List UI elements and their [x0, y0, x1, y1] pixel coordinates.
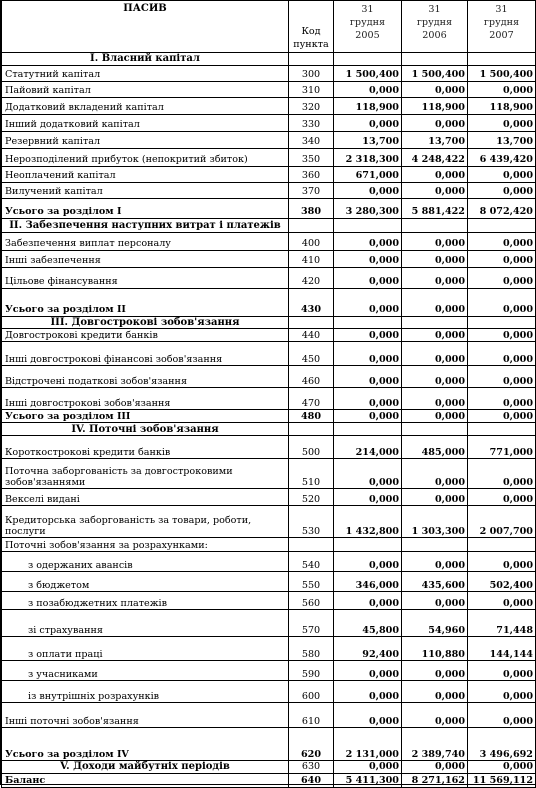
row-value: 0,000 — [334, 81, 402, 97]
row-value: 0,000 — [334, 114, 402, 131]
row-code: 380 — [289, 198, 334, 218]
row-value: 0,000 — [334, 761, 402, 774]
empty-cell — [334, 316, 402, 329]
empty-cell — [289, 53, 334, 66]
table-row — [2, 388, 536, 410]
empty-cell — [402, 53, 468, 66]
table-row — [2, 592, 536, 610]
row-code: 560 — [289, 592, 334, 610]
total-row — [2, 410, 536, 423]
row-value: 0,000 — [468, 681, 536, 703]
row-label: Короткострокові кредити банків — [2, 436, 289, 459]
row-code: 330 — [289, 114, 334, 131]
section-header — [2, 423, 536, 436]
row-label: Вилучений капітал — [2, 182, 289, 198]
row-value: 118,900 — [402, 97, 468, 114]
row-value: 0,000 — [402, 342, 468, 366]
row-value: 0,000 — [468, 288, 536, 316]
row-value: 0,000 — [334, 459, 402, 489]
row-value: 144,144 — [468, 637, 536, 661]
row-code: 320 — [289, 97, 334, 114]
row-label: Інші забезпечення — [2, 250, 289, 267]
row-value — [468, 538, 536, 552]
row-code: 430 — [289, 288, 334, 316]
row-value: 1 500,400 — [468, 65, 536, 81]
row-value — [402, 538, 468, 552]
date-year: 2005 — [355, 29, 380, 41]
row-value: 0,000 — [402, 459, 468, 489]
balance-row — [2, 773, 536, 787]
row-value: 1 500,400 — [334, 65, 402, 81]
row-label: з учасниками — [2, 661, 289, 681]
row-label: із внутрішніх розрахунків — [2, 681, 289, 703]
row-value: 0,000 — [334, 592, 402, 610]
row-code: 460 — [289, 366, 334, 388]
row-value: 0,000 — [468, 459, 536, 489]
row-value: 0,000 — [334, 410, 402, 423]
table-row — [2, 572, 536, 592]
row-value: 0,000 — [468, 761, 536, 774]
table-row — [2, 250, 536, 267]
row-label: Нерозподілений прибуток (непокритий збиток) — [2, 148, 289, 166]
row-code: 500 — [289, 436, 334, 459]
row-code: 370 — [289, 182, 334, 198]
date-year: 2006 — [422, 29, 447, 41]
table-row — [2, 267, 536, 288]
table-row — [2, 81, 536, 97]
row-value: 54,960 — [402, 610, 468, 637]
date-header-2007 — [468, 1, 536, 53]
row-value: 3 280,300 — [334, 198, 402, 218]
table-row — [2, 148, 536, 166]
empty-cell — [402, 423, 468, 436]
row-value: 0,000 — [468, 166, 536, 182]
row-value: 13,700 — [334, 131, 402, 148]
table-row — [2, 436, 536, 459]
date-header-2006 — [402, 1, 468, 53]
row-value: 0,000 — [334, 681, 402, 703]
empty-cell — [468, 316, 536, 329]
row-value: 0,000 — [402, 232, 468, 250]
row-value: 0,000 — [468, 182, 536, 198]
row-value: 0,000 — [468, 267, 536, 288]
row-value: 0,000 — [402, 166, 468, 182]
row-label: Цільове фінансування — [2, 267, 289, 288]
table-row — [2, 506, 536, 538]
row-value: 0,000 — [402, 288, 468, 316]
row-code: 420 — [289, 267, 334, 288]
row-value: 214,000 — [334, 436, 402, 459]
table-body — [2, 53, 536, 788]
row-value: 2 131,000 — [334, 728, 402, 761]
row-value: 0,000 — [468, 114, 536, 131]
row-label: Додатковий вкладений капітал — [2, 97, 289, 114]
row-value: 0,000 — [402, 114, 468, 131]
section-header — [2, 218, 536, 232]
empty-cell — [334, 218, 402, 232]
row-code: 530 — [289, 506, 334, 538]
code-column-header — [289, 1, 334, 53]
date-month: грудня — [416, 16, 453, 28]
table-row — [2, 232, 536, 250]
row-value: 0,000 — [402, 761, 468, 774]
row-label: Усього за розділом III — [2, 410, 289, 423]
row-value — [334, 538, 402, 552]
row-code: 640 — [289, 773, 334, 787]
row-value: 0,000 — [402, 703, 468, 728]
table-row — [2, 681, 536, 703]
table-row — [2, 459, 536, 489]
row-value: 0,000 — [402, 388, 468, 410]
row-label: Забезпечення виплат персоналу — [2, 232, 289, 250]
table-row — [2, 329, 536, 342]
row-value: 0,000 — [468, 366, 536, 388]
section-title: IV. Поточні зобов'язання — [2, 423, 289, 436]
row-label: Поточні зобов'язання за розрахунками: — [2, 538, 289, 552]
row-value: 0,000 — [402, 592, 468, 610]
row-value: 0,000 — [402, 250, 468, 267]
row-value: 0,000 — [334, 703, 402, 728]
empty-cell — [468, 53, 536, 66]
row-code: 550 — [289, 572, 334, 592]
row-label: Інші поточні зобов'язання — [2, 703, 289, 728]
date-day: 31 — [428, 4, 441, 15]
row-value: 0,000 — [468, 81, 536, 97]
row-value: 0,000 — [402, 329, 468, 342]
row-label: Кредиторська заборгованість за товари, роботи, послуги — [2, 506, 289, 538]
row-value: 0,000 — [334, 388, 402, 410]
row-value: 118,900 — [468, 97, 536, 114]
row-label: Векселі видані — [2, 489, 289, 506]
total-row — [2, 198, 536, 218]
table-row — [2, 552, 536, 572]
row-code: 600 — [289, 681, 334, 703]
row-value: 0,000 — [402, 410, 468, 423]
empty-cell — [334, 423, 402, 436]
row-label: Поточна заборгованість за довгостроковими зобов'язаннями — [2, 459, 289, 489]
empty-cell — [289, 316, 334, 329]
row-label: Усього за розділом IV — [2, 728, 289, 761]
row-code: 520 — [289, 489, 334, 506]
section-header — [2, 316, 536, 329]
row-value: 0,000 — [334, 267, 402, 288]
row-value: 0,000 — [468, 342, 536, 366]
table-row — [2, 661, 536, 681]
row-value: 0,000 — [468, 703, 536, 728]
total-row — [2, 288, 536, 316]
row-value: 92,400 — [334, 637, 402, 661]
row-code: 510 — [289, 459, 334, 489]
section-header — [2, 761, 536, 774]
row-value: 8 072,420 — [468, 198, 536, 218]
date-month: грудня — [349, 16, 386, 28]
row-code: 570 — [289, 610, 334, 637]
row-value: 0,000 — [402, 81, 468, 97]
row-code: 360 — [289, 166, 334, 182]
empty-cell — [402, 218, 468, 232]
row-code: 630 — [289, 761, 334, 774]
table-row — [2, 489, 536, 506]
row-code: 340 — [289, 131, 334, 148]
row-value: 0,000 — [468, 410, 536, 423]
date-year: 2007 — [489, 29, 514, 41]
row-value: 0,000 — [468, 232, 536, 250]
row-value: 0,000 — [402, 681, 468, 703]
row-value: 0,000 — [468, 552, 536, 572]
row-value: 71,448 — [468, 610, 536, 637]
row-value: 0,000 — [334, 489, 402, 506]
row-value: 0,000 — [468, 329, 536, 342]
code-label: Код — [301, 26, 321, 38]
row-code: 350 — [289, 148, 334, 166]
row-label: Неоплачений капітал — [2, 166, 289, 182]
table-title: ПАСИВ — [2, 1, 289, 53]
row-label: з одержаних авансів — [2, 552, 289, 572]
row-value: 0,000 — [468, 489, 536, 506]
row-code: 590 — [289, 661, 334, 681]
section-title: III. Довгострокові зобов'язання — [2, 316, 289, 329]
header-row — [2, 1, 536, 53]
row-value: 5 411,300 — [334, 773, 402, 787]
row-value: 0,000 — [468, 592, 536, 610]
row-value: 13,700 — [468, 131, 536, 148]
row-value: 2 318,300 — [334, 148, 402, 166]
row-value: 0,000 — [402, 267, 468, 288]
empty-cell — [468, 218, 536, 232]
row-code: 610 — [289, 703, 334, 728]
row-label: Статутний капітал — [2, 65, 289, 81]
table-row — [2, 131, 536, 148]
date-day: 31 — [361, 4, 374, 15]
section-title: V. Доходи майбутніх періодів — [2, 761, 289, 774]
row-value: 1 303,300 — [402, 506, 468, 538]
code-label-2: пункта — [293, 39, 329, 51]
row-value: 1 500,400 — [402, 65, 468, 81]
empty-cell — [468, 423, 536, 436]
table-row — [2, 610, 536, 637]
row-label: Відстрочені податкові зобов'язання — [2, 366, 289, 388]
table-row — [2, 65, 536, 81]
row-code: 480 — [289, 410, 334, 423]
row-value: 0,000 — [334, 250, 402, 267]
row-value: 45,800 — [334, 610, 402, 637]
liabilities-table — [1, 0, 536, 788]
row-label: з бюджетом — [2, 572, 289, 592]
table-row — [2, 538, 536, 552]
row-value: 0,000 — [468, 661, 536, 681]
row-value: 11 569,112 — [468, 773, 536, 787]
row-value: 0,000 — [334, 552, 402, 572]
row-label: Резервний капітал — [2, 131, 289, 148]
table-row — [2, 166, 536, 182]
row-value: 485,000 — [402, 436, 468, 459]
row-value: 0,000 — [402, 552, 468, 572]
section-title: II. Забезпечення наступних витрат і платежів — [2, 218, 289, 232]
row-label: Інші довгострокові зобов'язання — [2, 388, 289, 410]
row-value: 1 432,800 — [334, 506, 402, 538]
table-row — [2, 703, 536, 728]
row-code: 440 — [289, 329, 334, 342]
row-value: 502,400 — [468, 572, 536, 592]
row-code: 300 — [289, 65, 334, 81]
row-code: 580 — [289, 637, 334, 661]
row-value: 0,000 — [334, 288, 402, 316]
row-value: 0,000 — [402, 366, 468, 388]
row-value: 0,000 — [334, 342, 402, 366]
row-value: 0,000 — [468, 388, 536, 410]
row-code: 470 — [289, 388, 334, 410]
row-value: 13,700 — [402, 131, 468, 148]
row-value: 435,600 — [402, 572, 468, 592]
total-row — [2, 728, 536, 761]
row-code: 620 — [289, 728, 334, 761]
row-label: Пайовий капітал — [2, 81, 289, 97]
row-label: Усього за розділом II — [2, 288, 289, 316]
row-value: 346,000 — [334, 572, 402, 592]
row-value: 110,880 — [402, 637, 468, 661]
row-value: 771,000 — [468, 436, 536, 459]
row-value: 2 389,740 — [402, 728, 468, 761]
section-title: I. Власний капітал — [2, 53, 289, 66]
table-row — [2, 114, 536, 131]
empty-cell — [289, 218, 334, 232]
row-value: 0,000 — [402, 182, 468, 198]
row-code — [289, 538, 334, 552]
row-value: 3 496,692 — [468, 728, 536, 761]
row-label: зі страхування — [2, 610, 289, 637]
row-value: 0,000 — [334, 182, 402, 198]
empty-cell — [334, 53, 402, 66]
row-value: 0,000 — [468, 250, 536, 267]
row-value: 0,000 — [402, 489, 468, 506]
empty-cell — [402, 316, 468, 329]
row-value: 0,000 — [402, 661, 468, 681]
row-value: 5 881,422 — [402, 198, 468, 218]
row-code: 540 — [289, 552, 334, 572]
row-code: 450 — [289, 342, 334, 366]
row-value: 0,000 — [334, 661, 402, 681]
table-row — [2, 342, 536, 366]
section-header — [2, 53, 536, 66]
empty-cell — [289, 423, 334, 436]
row-value: 8 271,162 — [402, 773, 468, 787]
row-value: 6 439,420 — [468, 148, 536, 166]
table-row — [2, 366, 536, 388]
row-value: 671,000 — [334, 166, 402, 182]
row-label: Довгострокові кредити банків — [2, 329, 289, 342]
row-value: 4 248,422 — [402, 148, 468, 166]
row-value: 0,000 — [334, 366, 402, 388]
table-row — [2, 637, 536, 661]
row-code: 410 — [289, 250, 334, 267]
date-header-2005 — [334, 1, 402, 53]
table-row — [2, 97, 536, 114]
row-label: Усього за розділом I — [2, 198, 289, 218]
row-code: 310 — [289, 81, 334, 97]
row-value: 118,900 — [334, 97, 402, 114]
balance-label: Баланс — [2, 773, 289, 787]
row-value: 0,000 — [334, 232, 402, 250]
table-row — [2, 182, 536, 198]
row-value: 2 007,700 — [468, 506, 536, 538]
date-month: грудня — [483, 16, 520, 28]
row-label: з позабюджетних платежів — [2, 592, 289, 610]
row-label: Інші довгострокові фінансові зобов'язання — [2, 342, 289, 366]
row-code: 400 — [289, 232, 334, 250]
row-label: з оплати праці — [2, 637, 289, 661]
row-value: 0,000 — [334, 329, 402, 342]
row-label: Інший додатковий капітал — [2, 114, 289, 131]
date-day: 31 — [495, 4, 508, 15]
